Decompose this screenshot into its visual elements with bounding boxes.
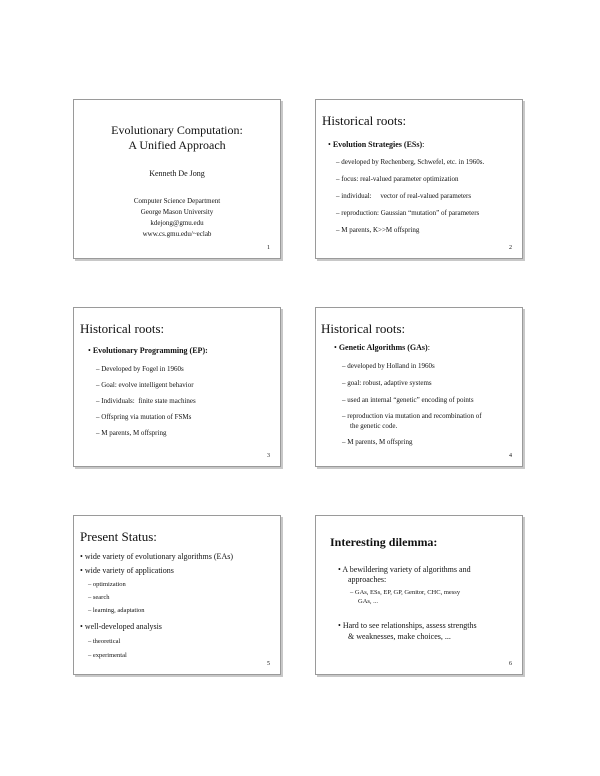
slide-2-bullet-suffix: : bbox=[422, 140, 425, 149]
slide-1-affiliation-2: George Mason University bbox=[140, 208, 214, 216]
slide-number: 6 bbox=[509, 661, 512, 667]
list-item-text: learning, adaptation bbox=[92, 607, 145, 614]
list-item-text: reproduction via mutation and recombination of bbox=[347, 412, 482, 420]
bullet-marker: • bbox=[328, 140, 331, 149]
bullet-text: wide variety of evolutionary algorithms (EAs) bbox=[84, 552, 233, 561]
slide-1-title-line-2: A Unified Approach bbox=[128, 138, 226, 152]
slide-2-title: Historical roots: bbox=[322, 113, 407, 128]
bullet-text: well-developed analysis bbox=[84, 622, 162, 631]
list-item-text: developed by Rechenberg, Schwefel, etc. in 1960s. bbox=[341, 158, 485, 166]
slide-6-title: Interesting dilemma: bbox=[330, 535, 438, 549]
list-item: – M parents, K>>M offspring bbox=[336, 226, 420, 234]
slide-number: 2 bbox=[509, 245, 512, 251]
list-item-text: Offspring via mutation of FSMs bbox=[101, 413, 192, 421]
slide-3-title: Historical roots: bbox=[80, 321, 165, 336]
list-item: – developed by Holland in 1960s bbox=[342, 362, 435, 370]
list-item-text: M parents, K>>M offspring bbox=[341, 226, 420, 234]
list-item: – Goal: evolve intelligent behavior bbox=[96, 381, 194, 389]
bullet-marker: • bbox=[334, 343, 337, 352]
list-item-text: Individuals: finite state machines bbox=[101, 397, 196, 405]
slide-1 bbox=[73, 99, 281, 259]
list-item-text: experimental bbox=[92, 652, 127, 659]
slide-1-author: Kenneth De Jong bbox=[149, 169, 205, 178]
slide-number: 3 bbox=[267, 453, 270, 459]
slide-5-bullet-2 bbox=[80, 566, 174, 575]
slide-6-bullet-1 bbox=[338, 565, 471, 574]
slide-5-title: Present Status: bbox=[80, 529, 157, 544]
slide-2 bbox=[315, 99, 523, 259]
list-item-text: individual: vector of real-valued parameters bbox=[341, 192, 472, 200]
slide-4-bullet-text: Genetic Algorithms (GAs) bbox=[338, 343, 428, 352]
list-item: – Offspring via mutation of FSMs bbox=[96, 413, 192, 421]
slide-1-title-line-1: Evolutionary Computation: bbox=[111, 123, 243, 137]
bullet-text: wide variety of applications bbox=[84, 566, 174, 575]
list-item: – focus: real-valued parameter optimization bbox=[336, 175, 459, 183]
slide-3 bbox=[73, 307, 281, 467]
list-item-text: optimization bbox=[92, 581, 126, 588]
list-item: – Individuals: finite state machines bbox=[96, 397, 196, 405]
list-item: – GAs, ESs, EP, GP, Genitor, CHC, messy bbox=[350, 589, 461, 596]
slide-2-bullet-text: Evolution Strategies (ESs) bbox=[332, 140, 423, 149]
bullet-marker: • bbox=[80, 566, 83, 575]
list-item: – theoretical bbox=[88, 638, 121, 645]
list-item: – experimental bbox=[88, 652, 127, 659]
bullet-marker: • bbox=[338, 621, 341, 630]
list-item: – reproduction: Gaussian “mutation” of parameters bbox=[336, 209, 480, 217]
slide-4-bullet bbox=[334, 343, 430, 352]
slide-number: 4 bbox=[509, 453, 512, 459]
bullet-marker: • bbox=[80, 622, 83, 631]
list-item-text: used an internal “genetic” encoding of points bbox=[347, 396, 474, 404]
list-item-text: Goal: evolve intelligent behavior bbox=[101, 381, 194, 389]
bullet-marker: • bbox=[88, 346, 91, 355]
list-item: – optimization bbox=[88, 581, 126, 588]
slide-1-affiliation-1: Computer Science Department bbox=[133, 197, 221, 205]
slide-3-bullet-text: Evolutionary Programming (EP): bbox=[92, 346, 208, 355]
list-item-text: theoretical bbox=[92, 638, 121, 645]
list-item-text: Developed by Fogel in 1960s bbox=[101, 365, 184, 373]
list-item-continuation: the genetic code. bbox=[350, 422, 398, 430]
list-item: – M parents, M offspring bbox=[96, 429, 167, 437]
slide-2-bullet bbox=[328, 140, 424, 149]
list-item-text: developed by Holland in 1960s bbox=[347, 362, 435, 370]
list-item: – learning, adaptation bbox=[88, 607, 145, 614]
list-item: – used an internal “genetic” encoding of points bbox=[342, 396, 474, 404]
list-item-text: focus: real-valued parameter optimization bbox=[341, 175, 459, 183]
slide-number: 1 bbox=[267, 245, 270, 251]
bullet-marker: • bbox=[80, 552, 83, 561]
slide-1-website: www.cs.gmu.edu/~eclab bbox=[142, 230, 212, 238]
list-item: – developed by Rechenberg, Schwefel, etc. in 1960s. bbox=[336, 158, 485, 166]
slide-5-bullet-3 bbox=[80, 622, 162, 631]
list-item: – M parents, M offspring bbox=[342, 438, 413, 446]
list-item: – search bbox=[88, 594, 110, 601]
list-item-text: GAs, ESs, EP, GP, Genitor, CHC, messy bbox=[354, 589, 461, 596]
list-item-continuation: GAs, ... bbox=[358, 598, 379, 605]
bullet-text: A bewildering variety of algorithms and bbox=[342, 565, 471, 574]
slide-6 bbox=[315, 515, 523, 675]
slide-number: 5 bbox=[267, 661, 270, 667]
bullet-marker: • bbox=[338, 565, 341, 574]
slide-4-bullet-suffix: : bbox=[427, 343, 430, 352]
list-item: – reproduction via mutation and recombination of bbox=[342, 412, 482, 420]
slide-4-title: Historical roots: bbox=[321, 321, 406, 336]
slide-6-bullet-2-continuation: & weaknesses, make choices, ... bbox=[348, 632, 451, 641]
list-item-text: M parents, M offspring bbox=[101, 429, 167, 437]
list-item: – goal: robust, adaptive systems bbox=[342, 379, 432, 387]
slide-6-bullet-2 bbox=[338, 621, 477, 630]
slide-3-bullet bbox=[88, 346, 208, 355]
slide-6-bullet-1-continuation: approaches: bbox=[348, 575, 387, 584]
list-item-text: M parents, M offspring bbox=[347, 438, 413, 446]
list-item-text: search bbox=[92, 594, 110, 601]
slide-4 bbox=[315, 307, 523, 467]
slide-5 bbox=[73, 515, 281, 675]
list-item-text: goal: robust, adaptive systems bbox=[347, 379, 432, 387]
bullet-text: Hard to see relationships, assess strengths bbox=[342, 621, 477, 630]
list-item-text: reproduction: Gaussian “mutation” of parameters bbox=[341, 209, 480, 217]
list-item: – Developed by Fogel in 1960s bbox=[96, 365, 184, 373]
slide-1-email: kdejong@gmu.edu bbox=[150, 219, 204, 227]
list-item: – individual: vector of real-valued parameters bbox=[336, 192, 472, 200]
slide-5-bullet-1 bbox=[80, 552, 233, 561]
